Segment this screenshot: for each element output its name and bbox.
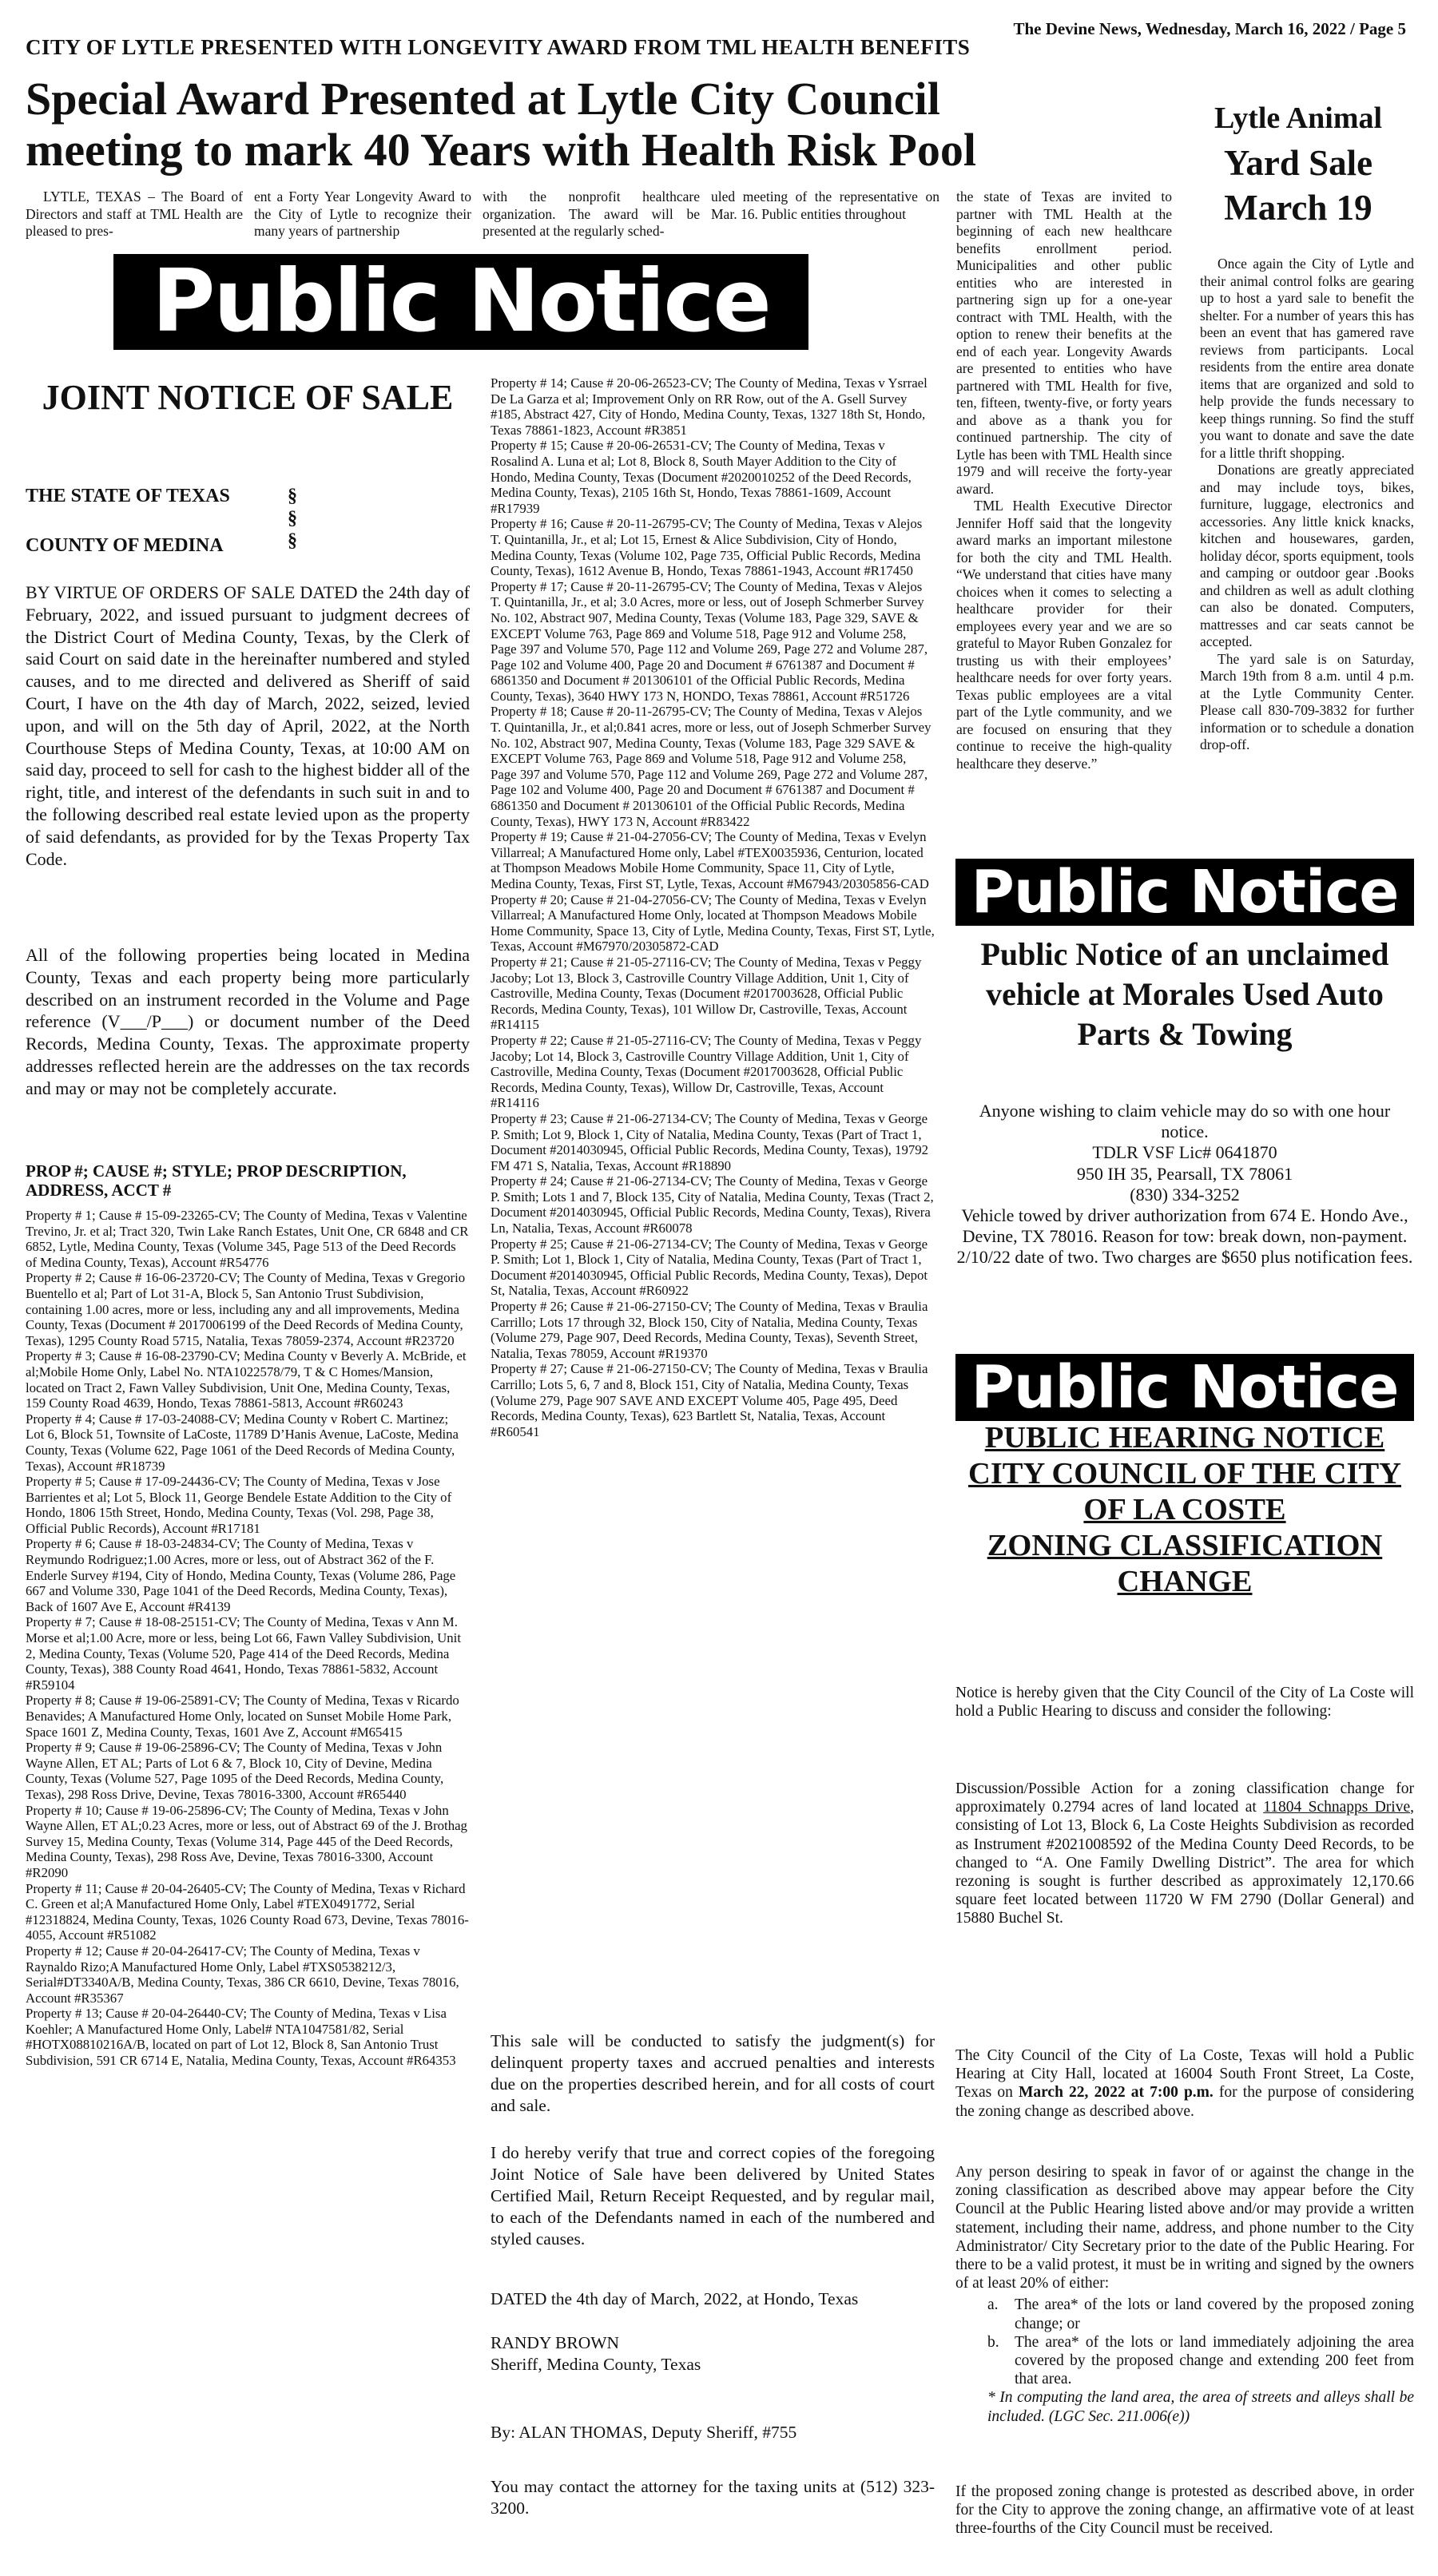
list-item: Property # 21; Cause # 21-05-27116-CV; The County of Medina, Texas v Peggy Jacoby; Lot 13, Block 3, Castroville Country Village Addition, Unit 1, City of Castroville, Medina County, Texas (Document #2017003628, Official Public Records, Medina County, Texas), 101 Willow Dr, Castroville, Texas, Account #R14115 xyxy=(491,954,922,1033)
list-item: Property # 18; Cause # 20-11-26795-CV; The County of Medina, Texas v Alejos T. Quintanilla, Jr., et al;0.841 acres, more or less, out of Joseph Schmerber Survey No. 102, Abstract 907, Medina County, Texas (Volume 183, Page 329 SAVE & EXCEPT Volume 763, Page 869 and Volume 518, Page 912 and Volume 258, Page 397 and Volume 570, Page 112 and Volume 269, Page 272 and Volume 287, Page 102 and Volume 400, Page 20 and Document # 6761387 and Document # 6861350 and Document # 201306101 of the Official Public Records, Medina County, Texas), HWY 173 N, Account #R83422 xyxy=(491,704,932,829)
closing-paragraph-2: I do hereby verify that true and correct copies of the foregoing Joint Notice of Sale have been delivered by United States Certified Mail, Return Receipt Requested, and by regular mail, to each of the Defendants named in each of the numbered and styled causes. xyxy=(491,2143,935,2249)
yard-sale-title-line: Lytle Animal xyxy=(1214,101,1383,135)
yard-sale-paragraph: Donations are greatly appreciated and may include toys, bikes, furniture, luggage, electronics and accessories. Any little knick knacks, kitchen and housewares, garden, holiday décor, sports equipment, tools and camping or outdoor gear .Books and children as well as adult clothing can also be donated. Computers, mattresses and car seats cannot be accepted. xyxy=(1200,462,1414,649)
list-item: Property # 12; Cause # 20-04-26417-CV; The County of Medina, Texas v Raynaldo Rizo;A Manufactured Home Only, Label #TXS0538212/3, Serial#DT3340A/B, Medina County, Texas, 386 CR 6610, Devine, Texas 78016, Account #R35367 xyxy=(26,1943,459,2006)
property-address: 11804 Schnapps Drive xyxy=(1263,1799,1411,1816)
signature-title: Sheriff, Medina County, Texas xyxy=(491,2355,701,2374)
section-mark: § xyxy=(288,530,297,551)
list-item-text: The area* of the lots or land immediately adjoining the area covered by the proposed change and extending 200 feet from that area. xyxy=(1015,2333,1414,2388)
notice-line: Vehicle towed by driver authorization from 674 E. Hondo Ave., Devine, TX 78016. Reason for tow: break down, non-payment. xyxy=(961,1205,1408,1247)
story-paragraph: the state of Texas are invited to partner with TML Health at the beginning of each new healthcare benefits enrollment period. Municipalities and other public entities who are interested in partnering sign up for a one-year contract with TML Health, with the option to renew their benefits at the end of each year. Longevity Awards are presented to entities who have partnered with TML Health for five, ten, fifteen, twenty-five, or forty years and above as a thank you for continued partnership. The city of Lytle has been with TML Health since 1979 and will receive the forty-year award. xyxy=(956,189,1172,497)
state-line: THE STATE OF TEXAS xyxy=(26,486,230,506)
public-hearing-title-line: CITY COUNCIL OF THE CITY OF LA COSTE xyxy=(968,1457,1401,1526)
public-hearing-paragraph-5: If the proposed zoning change is protested as described above, in order for the City to approve the zoning change, an affirmative vote of at least three-fourths of the City Council must be received. xyxy=(955,2483,1414,2538)
list-item: Property # 26; Cause # 21-06-27150-CV; The County of Medina, Texas v Braulia Carrillo; Lots 17 through 32, Block 150, City of Natalia, Medina County, Texas (Volume 279, Page 907, Deed Records, Medina County, Texas), Seventh Street, Natalia, Texas 78059, Account #R19370 xyxy=(491,1299,928,1361)
list-marker: a. xyxy=(987,2296,999,2314)
story-column-5 xyxy=(956,189,1172,772)
public-notice-banner: Public Notice xyxy=(113,254,808,350)
list-item xyxy=(987,2333,1414,2389)
list-item xyxy=(987,2296,1414,2332)
list-item: Property # 1; Cause # 15-09-23265-CV; The County of Medina, Texas v Valentine Trevino, Jr. et al; Tract 320, Twin Lake Ranch Estates, Unit One, CR 6848 and CR 6852, Lytle, Medina County, Texas (Volume 345, Page 513 of the Deed Records of Medina County, Texas), Account #R54776 xyxy=(26,1208,469,1270)
joint-notice-title: JOINT NOTICE OF SALE xyxy=(42,378,454,417)
list-item: Property # 6; Cause # 18-03-24834-CV; The County of Medina, Texas v Reymundo Rodriguez;1.00 Acres, more or less, out of Abstract 362 of the F. Enderle Survey #194, City of Hondo, Medina County, Texas (Volume 286, Page 667 and Volume 330, Page 1041 of the Deed Records, Medina County, Texas), Back of 1607 Ave E, Account #R4139 xyxy=(26,1536,456,1614)
section-mark: § xyxy=(288,486,297,506)
yard-sale-title-line: Yard Sale xyxy=(1223,143,1373,183)
notice-line: (830) 334-3252 xyxy=(1130,1184,1240,1205)
list-item: Property # 14; Cause # 20-06-26523-CV; The County of Medina, Texas v Ysrrael De La Garza et al; Improvement Only on RR Row, out of the A. Gsell Survey #185, Abstract 427, City of Hondo, Medina County, Texas, 1327 18th St, Hondo, Texas 78861-1823, Account #R3851 xyxy=(491,375,928,438)
list-item: Property # 22; Cause # 21-05-27116-CV; The County of Medina, Texas v Peggy Jacoby; Lot 14, Block 3, Castroville Country Village Addition, Unit 1, City of Castroville, Medina County, Texas (Document #2017003628, Official Public Records, Medina County, Texas), Willow Dr, Castroville, Texas, Account #R14116 xyxy=(491,1032,922,1111)
public-notice-banner: Public Notice xyxy=(955,859,1414,926)
protest-criteria-list xyxy=(955,2296,1414,2388)
list-item: Property # 5; Cause # 17-09-24436-CV; The County of Medina, Texas v Jose Barrientes et al; Lot 5, Block 11, George Bendele Estate Addition to the City of Hondo, 1806 15th Street, Hondo, Medina County, Texas (Vol. 298, Page 38, Official Public Records), Account #R17181 xyxy=(26,1474,452,1536)
county-line: COUNTY OF MEDINA xyxy=(26,535,224,556)
list-item: Property # 24; Cause # 21-06-27134-CV; The County of Medina, Texas v George P. Smith; Lots 1 and 7, Block 135, City of Natalia, Medina County, Texas (Tract 2, Document #2014030945, Official Public Records, Medina County, Texas), Rivera Ln, Natalia, Texas, Account #R60078 xyxy=(491,1173,934,1236)
signature-block xyxy=(491,2332,935,2376)
list-item: Property # 10; Cause # 19-06-25896-CV; The County of Medina, Texas v John Wayne Allen, ET AL;0.23 Acres, more or less, out of Abstract 69 of the J. Brothag Survey 15, Medina County, Texas (Volume 314, Page 445 of the Deed Records, Medina County, Texas), 298 Ross Ave, Devine, Texas 78016-3300, Account #R2090 xyxy=(26,1802,467,1880)
yard-sale-body xyxy=(1200,256,1414,754)
public-hearing-paragraph-2 xyxy=(955,1780,1414,1928)
yard-sale-title-line: March 19 xyxy=(1224,188,1372,228)
hearing-date: March 22, 2022 at 7:00 p.m. xyxy=(1018,2084,1214,2102)
list-item: Property # 13; Cause # 20-04-26440-CV; The County of Medina, Texas v Lisa Koehler; A Manufactured Home Only, Label# NTA1047581/82, Serial #HOTX08810216A/B, located on part of Lot 12, Block 8, San Antonio Trust Subdivision, 591 CR 6714 E, Natalia, Medina County, Texas, Account #R64353 xyxy=(26,2006,456,2069)
page-folio: The Devine News, Wednesday, March 16, 2022 / Page 5 xyxy=(1013,19,1406,38)
public-hearing-title xyxy=(955,1420,1414,1600)
notice-line: Anyone wishing to claim vehicle may do so with one hour notice. xyxy=(979,1101,1391,1142)
list-item-text: The area* of the lots or land covered by the proposed zoning change; or xyxy=(1015,2296,1414,2332)
public-hearing-title-line: ZONING CLASSIFICATION CHANGE xyxy=(987,1529,1383,1598)
list-item: Property # 15; Cause # 20-06-26531-CV; The County of Medina, Texas v Rosalind A. Luna et al; Lot 8, Block 8, South Mayer Addition to the City of Hondo, Medina County, Texas (Document #2020010252 of the Deed Records, Medina County, Texas), 2105 16th St, Hondo, Texas 78861-1609, Account #R17939 xyxy=(491,438,912,516)
attorney-line: You may contact the attorney for the taxing units at (512) 323-3200. xyxy=(491,2477,935,2518)
list-item: Property # 23; Cause # 21-06-27134-CV; The County of Medina, Texas v George P. Smith; Lot 9, Block 1, City of Natalia, Medina County, Texas (Part of Tract 1, Document #2014030945, Official Public Records, Medina County, Texas), 19792 FM 471 S, Natalia, Texas, Account #R18890 xyxy=(491,1110,929,1173)
yard-sale-paragraph: Once again the City of Lytle and their animal control folks are gearing up to host a yard sale to benefit the shelter. For a number of years this has been an event that has gamered rave reviews from participants. Local residents from the entire area donate items that are organized and sold to help provide the funds necessary to keep things running. So find the stuff you want to donate and save the date for a little thrift shopping. xyxy=(1200,256,1414,461)
yard-sale-title xyxy=(1182,96,1414,230)
text-run: Any person desiring to speak in favor of or against the change in the zoning classification as described above may appear before the City Council at the Public Hearing listed above and/or may provide a written statement, including their name, address, and phone number to the City Administrator/ City Secretary prior to the date of the Public Hearing. For there to be a valid protest, it must be in writing and signed by the owners of at least 20% of either: xyxy=(955,2164,1414,2292)
text-run: , consisting of Lot 13, Block 6, La Coste Heights Subdivision as recorded as Instrument #2021008592 of the Medina County Deed Records, to be changed to “A. One Family Dwelling District”. The area for which rezoning is sought is further described as approximately 12,170.66 square feet located between 11720 W FM 2790 (Dollar General) and 15880 Buchel St. xyxy=(955,1799,1414,1927)
joint-notice-paragraph-2: All of the following properties being located in Medina County, Texas and each property being more particularly described on an instrument recorded in the Volume and Page reference (V___/P___) or document number of the Deed Records, Medina County, Texas. The approximate property addresses reflected herein are the addresses on the tax records and may or may not be completely accurate. xyxy=(26,945,470,1098)
list-item: Property # 27; Cause # 21-06-27150-CV; The County of Medina, Texas v Braulia Carrillo; Lots 5, 6, 7 and 8, Block 151, City of Natalia, Medina County, Texas (Volume 279, Page 907 SAVE AND EXCEPT Volume 405, Page 495, Deed Records, Medina County, Texas), 623 Bartlett St, Natalia, Texas, Account #R60541 xyxy=(491,1361,928,1439)
public-hearing-paragraph-4 xyxy=(955,2163,1414,2426)
joint-notice-paragraph-1: BY VIRTUE OF ORDERS OF SALE DATED the 24th day of February, 2022, and issued pursuant to judgment decrees of the District Court of Medina County, Texas, by the Clerk of said Court on said date in the hereinafter numbered and styled causes, and to me directed and delivered as Sheriff of said Court, I have on the 4th day of March, 2022, seized, levied upon, and will on the 5th day of April, 2022, at the North Courthouse Steps of Medina County, Texas, at 10:00 AM on said day, proceed to sell for cash to the highest bidder all of the right, title, and interest of the defendants in such suit in and to the following described real estate levied upon as the property of said defendants, as provided for by the Texas Property Tax Code. xyxy=(26,582,470,869)
closing-paragraph-1: This sale will be conducted to satisfy the judgment(s) for delinquent property taxes and accrued penalties and interests due on the properties described herein, and for all costs of court and sale. xyxy=(491,2031,935,2115)
list-item: Property # 3; Cause # 16-08-23790-CV; Medina County v Beverly A. McBride, et al;Mobile Home Only, Label No. NTA1022578/79, T & C Homes/Mansion, located on Tract 2, Fawn Valley Subdivision, Unit One, Medina County, Texas, 159 County Road 4639, Hondo, Texas 78861-5813, Account #R60243 xyxy=(26,1348,467,1411)
text-run: The City Council of the City of La Coste, Texas will hold a Public Hearing at City Hall, located at 16004 South Front Street, La Coste, Texas on xyxy=(955,2047,1414,2102)
unclaimed-vehicle-title: Public Notice of an unclaimed vehicle at Morales Used Auto Parts & Towing xyxy=(980,936,1389,1052)
headline: Special Award Presented at Lytle City Council meeting to mark 40 Years with Health Risk Pool xyxy=(26,73,976,176)
list-item: Property # 4; Cause # 17-03-24088-CV; Medina County v Robert C. Martinez; Lot 6, Block 51, Townsite of LaCoste, 11789 D’Hanis Avenue, LaCoste, Medina County, Texas (Volume 622, Page 1061 of the Deed Records of Medina County, Texas), Account #R18739 xyxy=(26,1411,459,1474)
section-mark: § xyxy=(288,508,297,529)
unclaimed-vehicle-body xyxy=(955,1101,1414,1268)
list-marker: b. xyxy=(987,2333,999,2351)
list-item: Property # 7; Cause # 18-08-25151-CV; The County of Medina, Texas v Ann M. Morse et al;1.00 Acre, more or less, being Lot 66, Fawn Valley Subdivision, Unit 2, Medina County, Texas (Volume 520, Page 414 of the Deed Records, Medina County, Texas), 388 County Road 4641, Hondo, Texas 78861-5832, Account #R59104 xyxy=(26,1614,462,1693)
list-item: Property # 2; Cause # 16-06-23720-CV; The County of Medina, Texas v Gregorio Buentello et al; Part of Lot 31-A, Block 5, San Antonio Trust Subdivision, containing 1.00 acres, more or less, including any and all improvements, Medina County, Texas (Document # 2017006199 of the Deed Records of Medina County, Texas), 1295 County Road 5715, Natalia, Texas 78059-2374, Account #R23720 xyxy=(26,1270,466,1348)
story-column-4: uled meeting of the representative on Mar. 16. Public entities throughout xyxy=(711,189,939,222)
notice-line: TDLR VSF Lic# 0641870 xyxy=(1092,1142,1277,1163)
text-run: for the purpose of considering the zoning change as described above. xyxy=(955,2084,1414,2120)
yard-sale-paragraph: The yard sale is on Saturday, March 19th from 8 a.m. until 4 p.m. at the Lytle Community Center. Please call 830-709-3832 for further information or to schedule a donation drop-off. xyxy=(1200,650,1414,752)
properties-list-right xyxy=(491,375,935,1439)
list-item: Property # 9; Cause # 19-06-25896-CV; The County of Medina, Texas v John Wayne Allen, ET AL; Parts of Lot 6 & 7, Block 10, City of Devine, Medina County, Texas (Volume 527, Page 1095 of the Deed Records, Medina County, Texas), 298 Ross Drive, Devine, Texas 78016-3300, Account #R65440 xyxy=(26,1740,444,1802)
properties-list-left xyxy=(26,1208,470,2069)
list-item: Property # 20; Cause # 21-04-27056-CV; The County of Medina, Texas v Evelyn Villarreal; A Manufactured Home Only, located at Thompson Meadows Mobile Home Community, Space 13, City of Lytle, Medina County, Texas, First ST, Lytle, Texas, Account #M67970/20305872-CAD xyxy=(491,891,935,955)
section-kicker: CITY OF LYTLE PRESENTED WITH LONGEVITY AWARD FROM TML HEALTH BENEFITS xyxy=(26,35,971,59)
list-item: Property # 8; Cause # 19-06-25891-CV; The County of Medina, Texas v Ricardo Benavides; A Manufactured Home Only, located on Sunset Mobile Home Park, Space 1601 Z, Medina County, Texas, 1601 Ave Z, Account #M65415 xyxy=(26,1693,459,1740)
notice-line: 950 IH 35, Pearsall, TX 78061 xyxy=(1076,1163,1293,1184)
dated-line: DATED the 4th day of March, 2022, at Hondo, Texas xyxy=(491,2289,859,2308)
public-hearing-paragraph-3 xyxy=(955,2046,1414,2121)
list-item: Property # 16; Cause # 20-11-26795-CV; The County of Medina, Texas v Alejos T. Quintanilla, Jr., et al; Lot 15, Ernest & Alice Subdivision, City of Hondo, Medina County, Texas (Volume 102, Page 735, Official Public Records, Medina County, Texas), 1612 Avenue B, Hondo, Texas 78861-1943, Account #R17450 xyxy=(491,516,923,579)
list-item: Property # 11; Cause # 20-04-26405-CV; The County of Medina, Texas v Richard C. Green et al;A Manufactured Home Only, Label #TEX0491772, Serial #12318824, Medina County, Texas, 1026 County Road 673, Devine, Texas 78016-4055, Account #R51082 xyxy=(26,1880,469,1943)
story-column-2: ent a Forty Year Longevity Award to the City of Lytle to recognize their many years of partnership xyxy=(254,189,471,239)
footnote: * In computing the land area, the area of streets and alleys shall be included. (LGC Sec. 211.006(e)) xyxy=(987,2389,1414,2425)
deputy-line: By: ALAN THOMAS, Deputy Sheriff, #755 xyxy=(491,2423,797,2442)
signature-name: RANDY BROWN xyxy=(491,2333,620,2352)
properties-heading: PROP #; CAUSE #; STYLE; PROP DESCRIPTION, ADDRESS, ACCT # xyxy=(26,1161,407,1200)
story-column-1: LYTLE, TEXAS – The Board of Directors and staff at TML Health are pleased to pres- xyxy=(26,189,243,239)
list-item: Property # 25; Cause # 21-06-27134-CV; The County of Medina, Texas v George P. Smith; Lot 1, Block 1, City of Natalia, Medina County, Texas (Part of Tract 1, Document #2014030945, Official Public Records, Medina County, Texas), Depot St, Natalia, Texas, Account #R60922 xyxy=(491,1236,928,1299)
public-hearing-title-line: PUBLIC HEARING NOTICE xyxy=(984,1421,1385,1455)
public-notice-banner: Public Notice xyxy=(955,1354,1414,1421)
story-paragraph: TML Health Executive Director Jennifer Hoff said that the longevity award marks an important milestone for both the city and TML Health. “We understand that cities have many choices when it comes to selecting a healthcare provider for their employees every year and we are so grateful to Mayor Ruben Gonzalez for trusting us with their employees’ healthcare needs for over forty years. Texas public employees are a vital part of the Lytle community, and we are focused on ensuring that they continue to receive the high-quality healthcare they deserve.” xyxy=(956,498,1172,772)
text-run: Discussion/Possible Action for a zoning classification change for approximately 0.2794 acres of land located at xyxy=(955,1780,1414,1816)
notice-line: 2/10/22 date of two. Two charges are $650 plus notification fees. xyxy=(956,1247,1413,1268)
list-item: Property # 19; Cause # 21-04-27056-CV; The County of Medina, Texas v Evelyn Villarreal; A Manufactured Home only, Label #TEX0035936, Centurion, located at Thompson Meadows Mobile Home Community, Space 11, City of Lytle, Medina County, Texas, First ST, Lytle, Texas, Account #M67943/20305856-CAD xyxy=(491,829,929,891)
story-column-3: with the nonprofit healthcare organization. The award will be presented at the regularly sched- xyxy=(483,189,700,239)
list-item: Property # 17; Cause # 20-11-26795-CV; The County of Medina, Texas v Alejos T. Quintanilla, Jr., et al; 3.0 Acres, more or less, out of Joseph Schmerber Survey No. 102, Abstract 907, Medina County, Texas (Volume 183, Page 329, SAVE & EXCEPT Volume 763, Page 869 and Volume 518, Page 912 and Volume 258, Page 397 and Volume 570, Page 112 and Volume 269, Page 272 and Volume 287, Page 102 and Volume 400, Page 20 and Document # 6761387 and Document # 6861350 and Document # 201306101 of the Official Public Records, Medina County, Texas), 3640 HWY 173 N, HONDO, Texas 78861, Account #R51726 xyxy=(491,578,928,704)
public-hearing-paragraph-1: Notice is hereby given that the City Council of the City of La Coste will hold a Public Hearing to discuss and consider the following: xyxy=(955,1685,1414,1721)
